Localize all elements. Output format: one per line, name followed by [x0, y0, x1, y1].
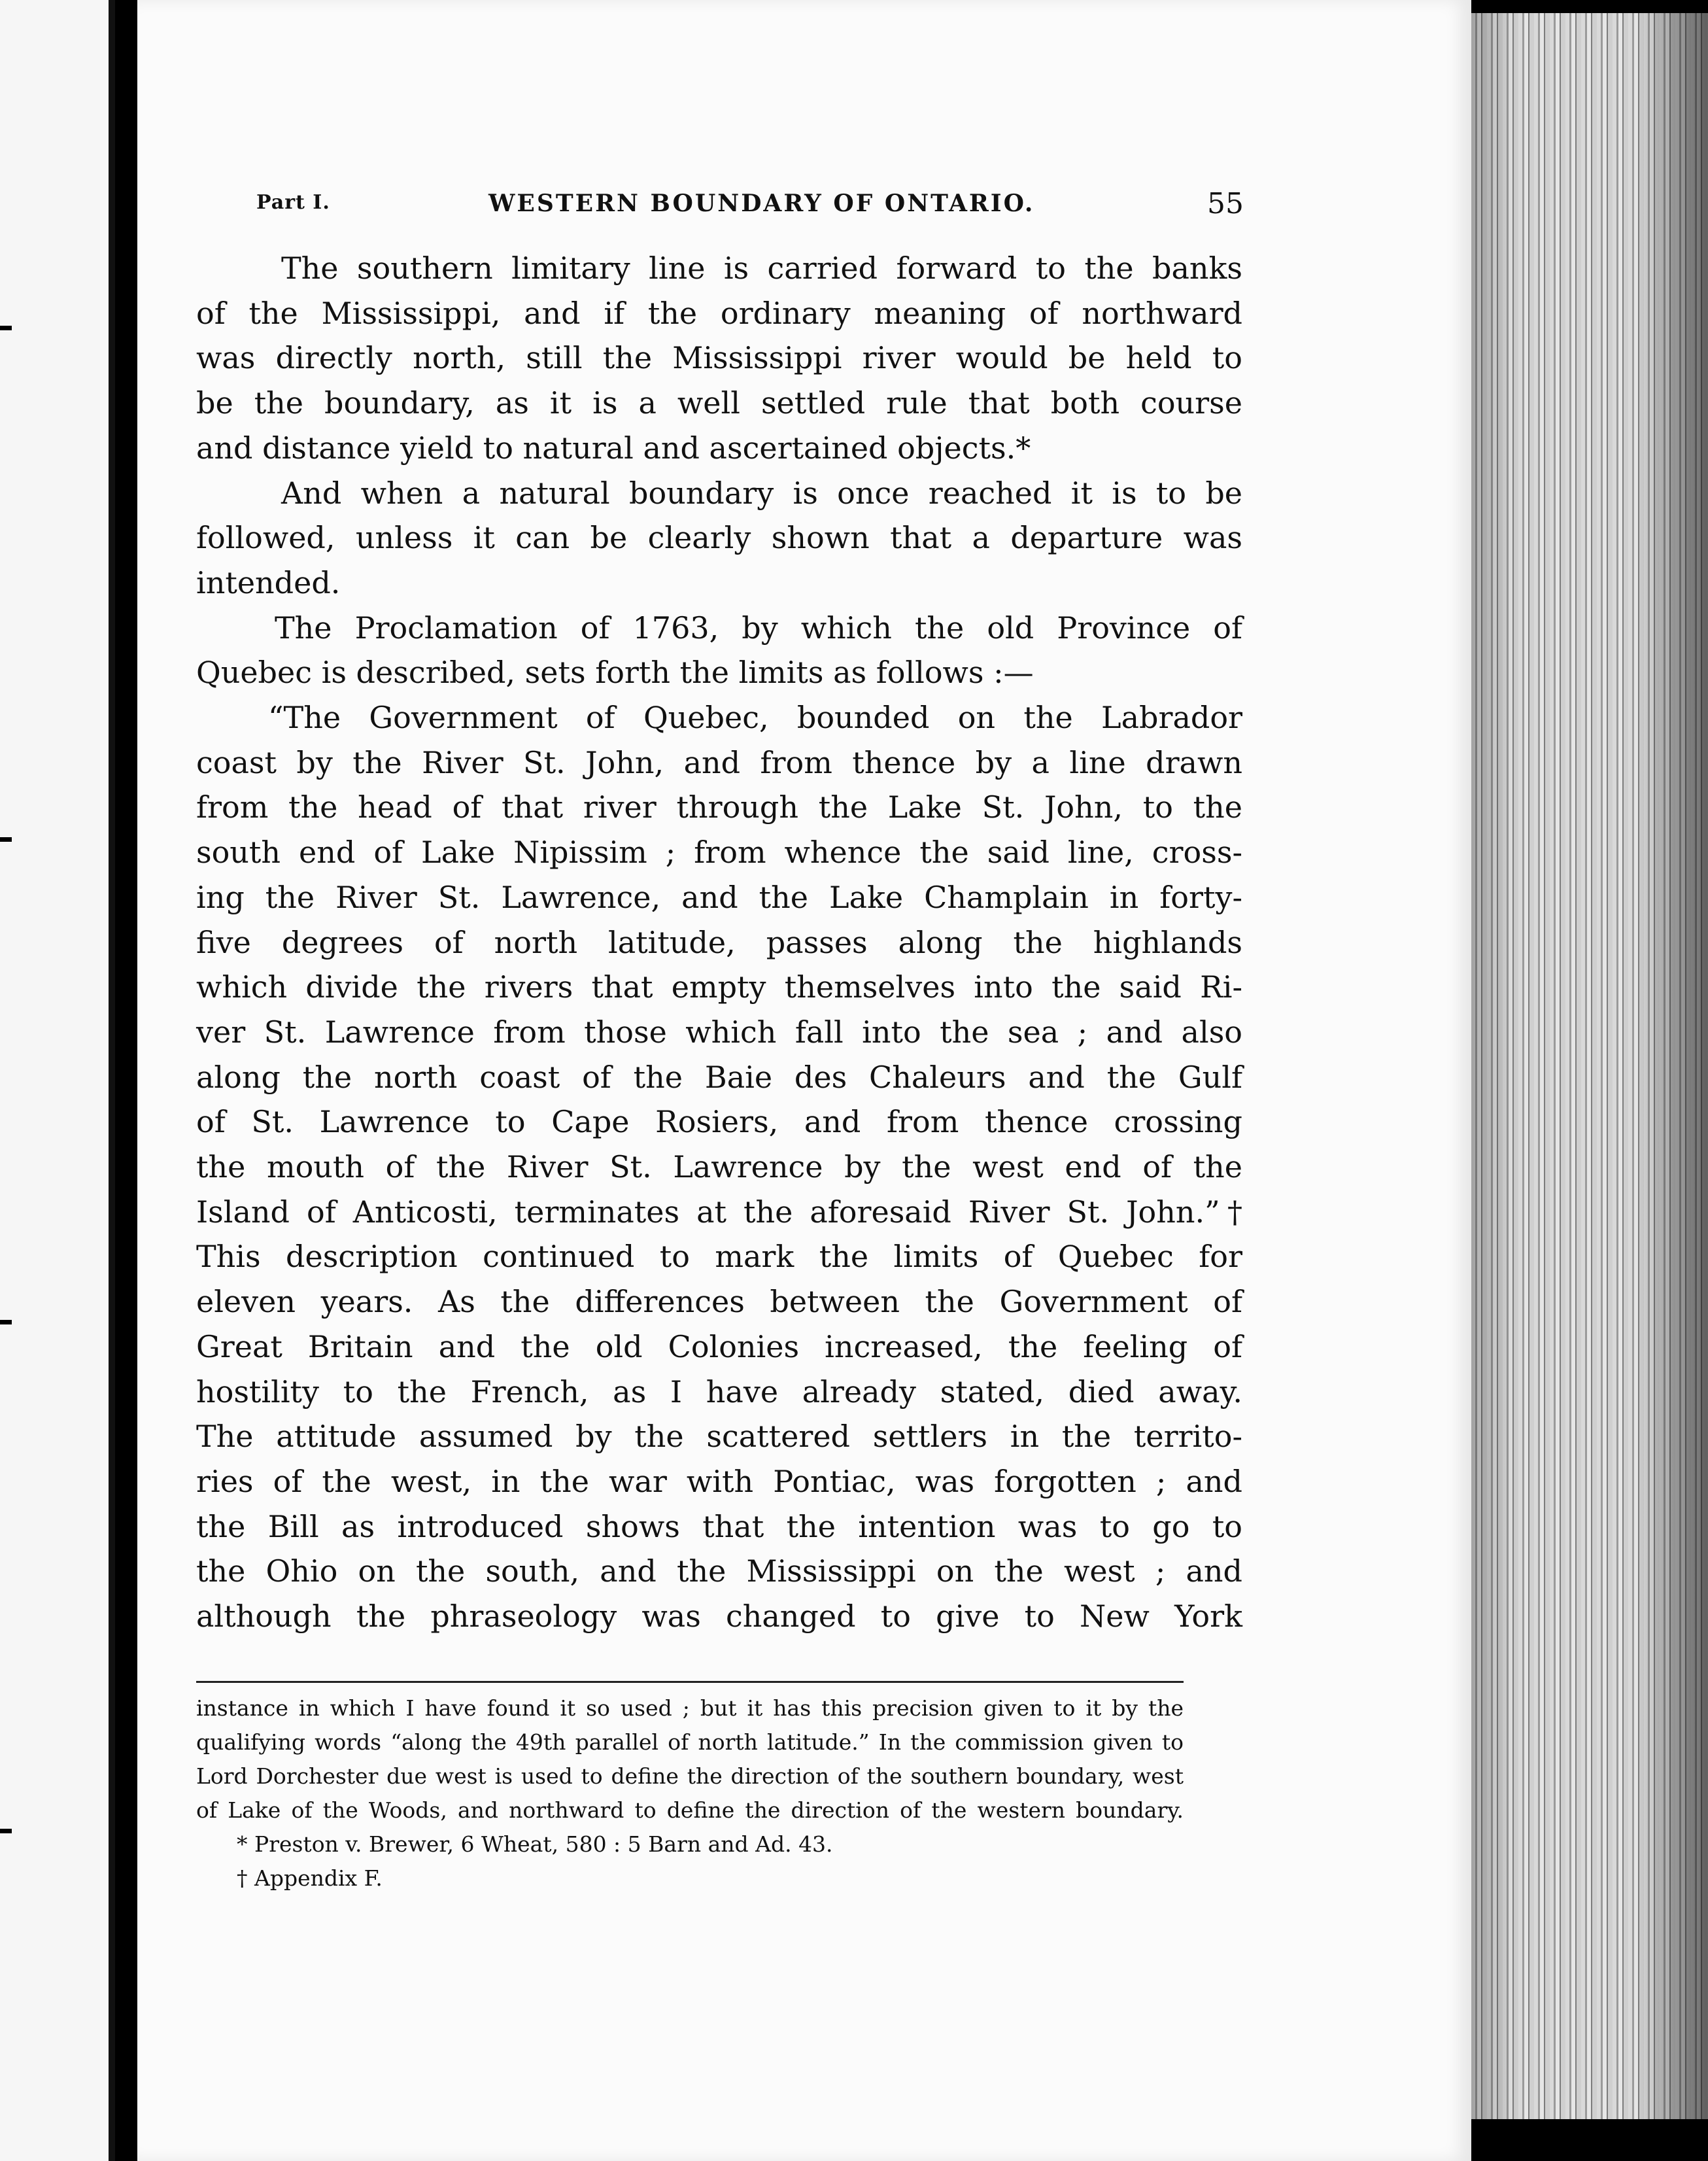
footnote-line: † Appendix F.	[237, 1865, 383, 1891]
text-line: along the north coast of the Baie des Chaleurs and the Gulf	[196, 1059, 1242, 1095]
text-line: of St. Lawrence to Cape Rosiers, and from thence crossing	[196, 1104, 1242, 1140]
text-line: “The Government of Quebec, bounded on the Labrador	[268, 700, 1242, 736]
margin-mark	[0, 326, 12, 330]
text-line: Great Britain and the old Colonies increased, the feeling of	[196, 1328, 1242, 1364]
text-line: although the phraseology was changed to give to New York	[196, 1599, 1242, 1634]
page-stack-edge	[1471, 13, 1708, 2161]
text-line: This description continued to mark the limits of Quebec for	[196, 1239, 1242, 1275]
text-line: the mouth of the River St. Lawrence by the west end of the	[196, 1149, 1242, 1185]
text-line: south end of Lake Nipissim ; from whence the said line, cross-	[196, 835, 1242, 871]
text-line: intended.	[196, 564, 341, 600]
scan-background	[1471, 2119, 1708, 2161]
text-line: And when a natural boundary is once reached it is to be	[281, 475, 1242, 511]
text-line: Quebec is described, sets forth the limits as follows :—	[196, 655, 1034, 691]
page-number: 55	[1207, 187, 1244, 220]
margin-mark	[0, 837, 12, 842]
running-title: WESTERN BOUNDARY OF ONTARIO.	[488, 190, 1035, 217]
margin-mark	[0, 1320, 12, 1324]
left-page-edge	[0, 0, 115, 2161]
text-line: be the boundary, as it is a well settled rule that both course	[196, 385, 1242, 421]
footnote-line: of Lake of the Woods, and northward to define the direction of the western boundary.	[196, 1797, 1184, 1823]
footnote-line: qualifying words “along the 49th parallel of north latitude.” In the commission given to	[196, 1729, 1184, 1755]
text-line: five degrees of north latitude, passes along the highlands	[196, 924, 1242, 960]
text-line: eleven years. As the differences between the Government of	[196, 1284, 1242, 1320]
text-line: was directly north, still the Mississippi river would be held to	[196, 340, 1242, 376]
margin-mark	[0, 1829, 12, 1833]
text-line: The Proclamation of 1763, by which the old Province of	[275, 610, 1242, 646]
running-head	[256, 187, 1244, 226]
text-line: of the Mississippi, and if the ordinary meaning of northward	[196, 295, 1242, 331]
text-line: coast by the River St. John, and from thence by a line drawn	[196, 744, 1242, 780]
text-line: hostility to the French, as I have already stated, died away.	[196, 1374, 1242, 1409]
text-line: Island of Anticosti, terminates at the aforesaid River St. John.”†	[196, 1194, 1242, 1230]
text-line: ries of the west, in the war with Pontiac, was forgotten ; and	[196, 1463, 1242, 1499]
text-line: from the head of that river through the Lake St. John, to the	[196, 789, 1242, 825]
footnote-rule	[196, 1681, 1184, 1683]
text-line: which divide the rivers that empty themselves into the said Ri-	[196, 969, 1242, 1005]
body-text	[196, 246, 1242, 1639]
text-line: The attitude assumed by the scattered settlers in the territo-	[196, 1419, 1242, 1455]
text-line: the Bill as introduced shows that the intention was to go to	[196, 1508, 1242, 1544]
footnote-line: * Preston v. Brewer, 6 Wheat, 580 : 5 Barn and Ad. 43.	[237, 1831, 833, 1857]
text-line: The southern limitary line is carried forward to the banks	[281, 251, 1242, 286]
text-line: ing the River St. Lawrence, and the Lake Champlain in forty-	[196, 879, 1242, 915]
part-label: Part I.	[256, 191, 330, 214]
footnote-line: instance in which I have found it so used ; but it has this precision given to it by the	[196, 1695, 1184, 1721]
footnote-line: Lord Dorchester due west is used to define the direction of the southern boundary, west	[196, 1763, 1184, 1789]
text-line: the Ohio on the south, and the Mississippi on the west ; and	[196, 1553, 1242, 1589]
text-line: ver St. Lawrence from those which fall into the sea ; and also	[196, 1014, 1242, 1050]
footnotes	[196, 1691, 1184, 1895]
gutter-shadow	[109, 0, 115, 2161]
text-line: and distance yield to natural and ascertained objects.*	[196, 430, 1031, 466]
text-line: followed, unless it can be clearly shown that a departure was	[196, 520, 1242, 556]
